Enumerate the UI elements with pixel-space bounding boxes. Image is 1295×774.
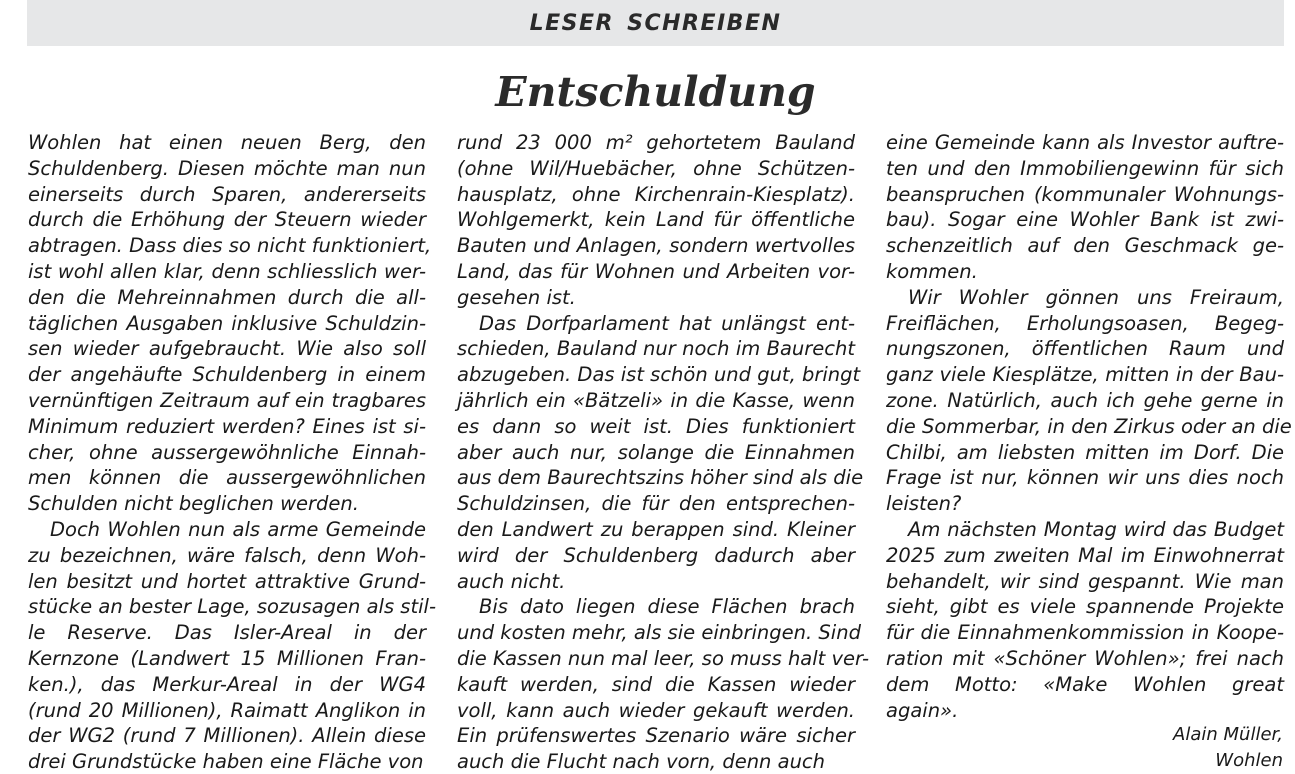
text-line: schenzeitlich auf den Geschmack ge- xyxy=(886,234,1284,258)
text-line: Ein prüfenswertes Szenario wäre sicher xyxy=(457,724,855,748)
author-name: Alain Müller, xyxy=(1173,724,1283,745)
text-line: zone. Natürlich, auch ich gehe gerne in xyxy=(886,388,1284,412)
text-line: Land, das für Wohnen und Arbeiten vor- xyxy=(457,259,855,283)
text-line: kauft werden, sind die Kassen wieder xyxy=(457,672,855,696)
text-line: (rund 20 Millionen), Raimatt Anglikon in xyxy=(28,698,426,722)
text-line: voll, kann auch wieder gekauft werden. xyxy=(457,698,855,722)
text-line: Schuldzinsen, die für den entsprechen- xyxy=(457,492,855,516)
text-line: der WG2 (rund 7 Millionen). Allein diese xyxy=(28,724,426,748)
text-line: auch nicht. xyxy=(457,569,566,593)
text-line: ten und den Immobiliengewinn für sich xyxy=(886,156,1284,180)
text-line: aus dem Baurechtszins höher sind als die xyxy=(457,466,864,490)
text-line: schieden, Bauland nur noch im Baurecht xyxy=(457,337,855,361)
text-line: again». xyxy=(886,698,959,722)
text-line: Am nächsten Montag wird das Budget xyxy=(908,517,1284,541)
text-line: Schulden nicht beglichen werden. xyxy=(28,492,359,516)
text-line: es dann so weit ist. Dies funktioniert xyxy=(457,414,855,438)
author-place: Wohlen xyxy=(1215,749,1283,771)
text-line: Wohlen hat einen neuen Berg, den xyxy=(28,131,426,154)
text-line: der angehäufte Schuldenberg in einem xyxy=(28,363,426,387)
text-line: 2025 zum zweiten Mal im Einwohnerrat xyxy=(886,543,1284,567)
text-line: cher, ohne aussergewöhnliche Einnah- xyxy=(28,440,426,464)
text-line: Schuldenberg. Diesen möchte man nun xyxy=(28,156,426,180)
text-line: beanspruchen (kommunaler Wohnungs- xyxy=(886,182,1284,206)
text-line: Chilbi, am liebsten mitten im Dorf. Die xyxy=(886,440,1284,464)
text-line: bau). Sogar eine Wohler Bank ist zwi- xyxy=(886,208,1284,232)
text-line: den die Mehreinnahmen durch die all- xyxy=(28,285,426,309)
text-line: ration mit «Schöner Wohlen»; frei nach xyxy=(886,646,1284,670)
section-header-bar xyxy=(27,0,1284,46)
text-line: aber auch nur, solange die Einnahmen xyxy=(457,440,855,464)
text-line: Kernzone (Landwert 15 Millionen Fran- xyxy=(28,646,426,670)
text-line: einerseits durch Sparen, andererseits xyxy=(28,182,426,206)
text-column-2 xyxy=(457,130,870,774)
text-line: die Sommerbar, in den Zirkus oder an die xyxy=(886,414,1292,438)
text-line: eine Gemeinde kann als Investor auftre- xyxy=(886,131,1284,154)
text-line: ganz viele Kiesplätze, mitten in der Bau- xyxy=(886,363,1284,387)
text-line: (ohne Wil/Huebächer, ohne Schützen- xyxy=(457,156,855,180)
text-line: den Landwert zu berappen sind. Kleiner xyxy=(457,517,855,541)
text-line: sen wieder aufgebraucht. Wie also soll xyxy=(28,337,426,361)
text-line: Freiflächen, Erholungsoasen, Begeg- xyxy=(886,311,1284,335)
text-line: abzugeben. Das ist schön und gut, bringt xyxy=(457,363,861,387)
text-line: Bauten und Anlagen, sondern wertvolles xyxy=(457,234,855,258)
text-line: Doch Wohlen nun als arme Gemeinde xyxy=(50,517,426,541)
text-line: len besitzt und hortet attraktive Grund- xyxy=(28,569,426,593)
text-line: le Reserve. Das Isler-Areal in der xyxy=(28,621,426,645)
text-line: durch die Erhöhung der Steuern wieder xyxy=(28,208,426,232)
text-line: abtragen. Dass dies so nicht funktioniert, xyxy=(28,234,432,258)
text-line: men können die aussergewöhnlichen xyxy=(28,466,426,490)
text-line: wird der Schuldenberg dadurch aber xyxy=(457,543,855,567)
text-line: vernünftigen Zeitraum auf ein tragbares xyxy=(28,388,426,412)
text-line: die Kassen nun mal leer, so muss halt ver- xyxy=(457,646,870,670)
text-line: leisten? xyxy=(886,492,962,516)
text-line: zu bezeichnen, wäre falsch, denn Woh- xyxy=(28,543,426,567)
section-label: LESER SCHREIBEN xyxy=(529,10,782,36)
text-line: stücke an bester Lage, sozusagen als stil- xyxy=(28,595,436,619)
text-line: Bis dato liegen diese Flächen brach xyxy=(479,595,855,619)
text-line: auch die Flucht nach vorn, denn auch xyxy=(457,750,826,774)
text-line: Frage ist nur, können wir uns dies noch xyxy=(886,466,1284,490)
text-line: behandelt, wir sind gespannt. Wie man xyxy=(886,569,1284,593)
author-signature xyxy=(1173,722,1283,774)
text-line: gesehen ist. xyxy=(457,285,576,309)
text-line: Minimum reduziert werden? Eines ist si- xyxy=(28,414,426,438)
text-column-1 xyxy=(28,130,436,774)
text-line: ist wohl allen klar, denn schliesslich wer- xyxy=(28,259,426,283)
text-line: dem Motto: «Make Wohlen great xyxy=(886,672,1284,696)
text-line: drei Grundstücke haben eine Fläche von xyxy=(28,750,424,774)
text-line: jährlich ein «Bätzeli» in die Kasse, wenn xyxy=(457,388,855,412)
text-line: kommen. xyxy=(886,259,978,283)
text-line: Das Dorfparlament hat unlängst ent- xyxy=(479,311,855,335)
text-line: täglichen Ausgaben inklusive Schuldzin- xyxy=(28,311,426,335)
text-line: rund 23 000 m² gehortetem Bauland xyxy=(457,131,855,154)
text-column-3 xyxy=(886,130,1292,723)
article-headline: Entschuldung xyxy=(495,68,816,116)
text-line: Wir Wohler gönnen uns Freiraum, xyxy=(908,285,1284,309)
text-line: und kosten mehr, als sie einbringen. Sind xyxy=(457,621,861,645)
text-line: sieht, gibt es viele spannende Projekte xyxy=(886,595,1284,619)
text-line: nungszonen, öffentlichen Raum und xyxy=(886,337,1284,361)
text-line: hausplatz, ohne Kirchenrain-Kiesplatz). xyxy=(457,182,855,206)
text-line: für die Einnahmenkommission in Koope- xyxy=(886,621,1284,645)
text-line: Wohlgemerkt, kein Land für öffentliche xyxy=(457,208,855,232)
text-line: ken.), das Merkur-Areal in der WG4 xyxy=(28,672,426,696)
